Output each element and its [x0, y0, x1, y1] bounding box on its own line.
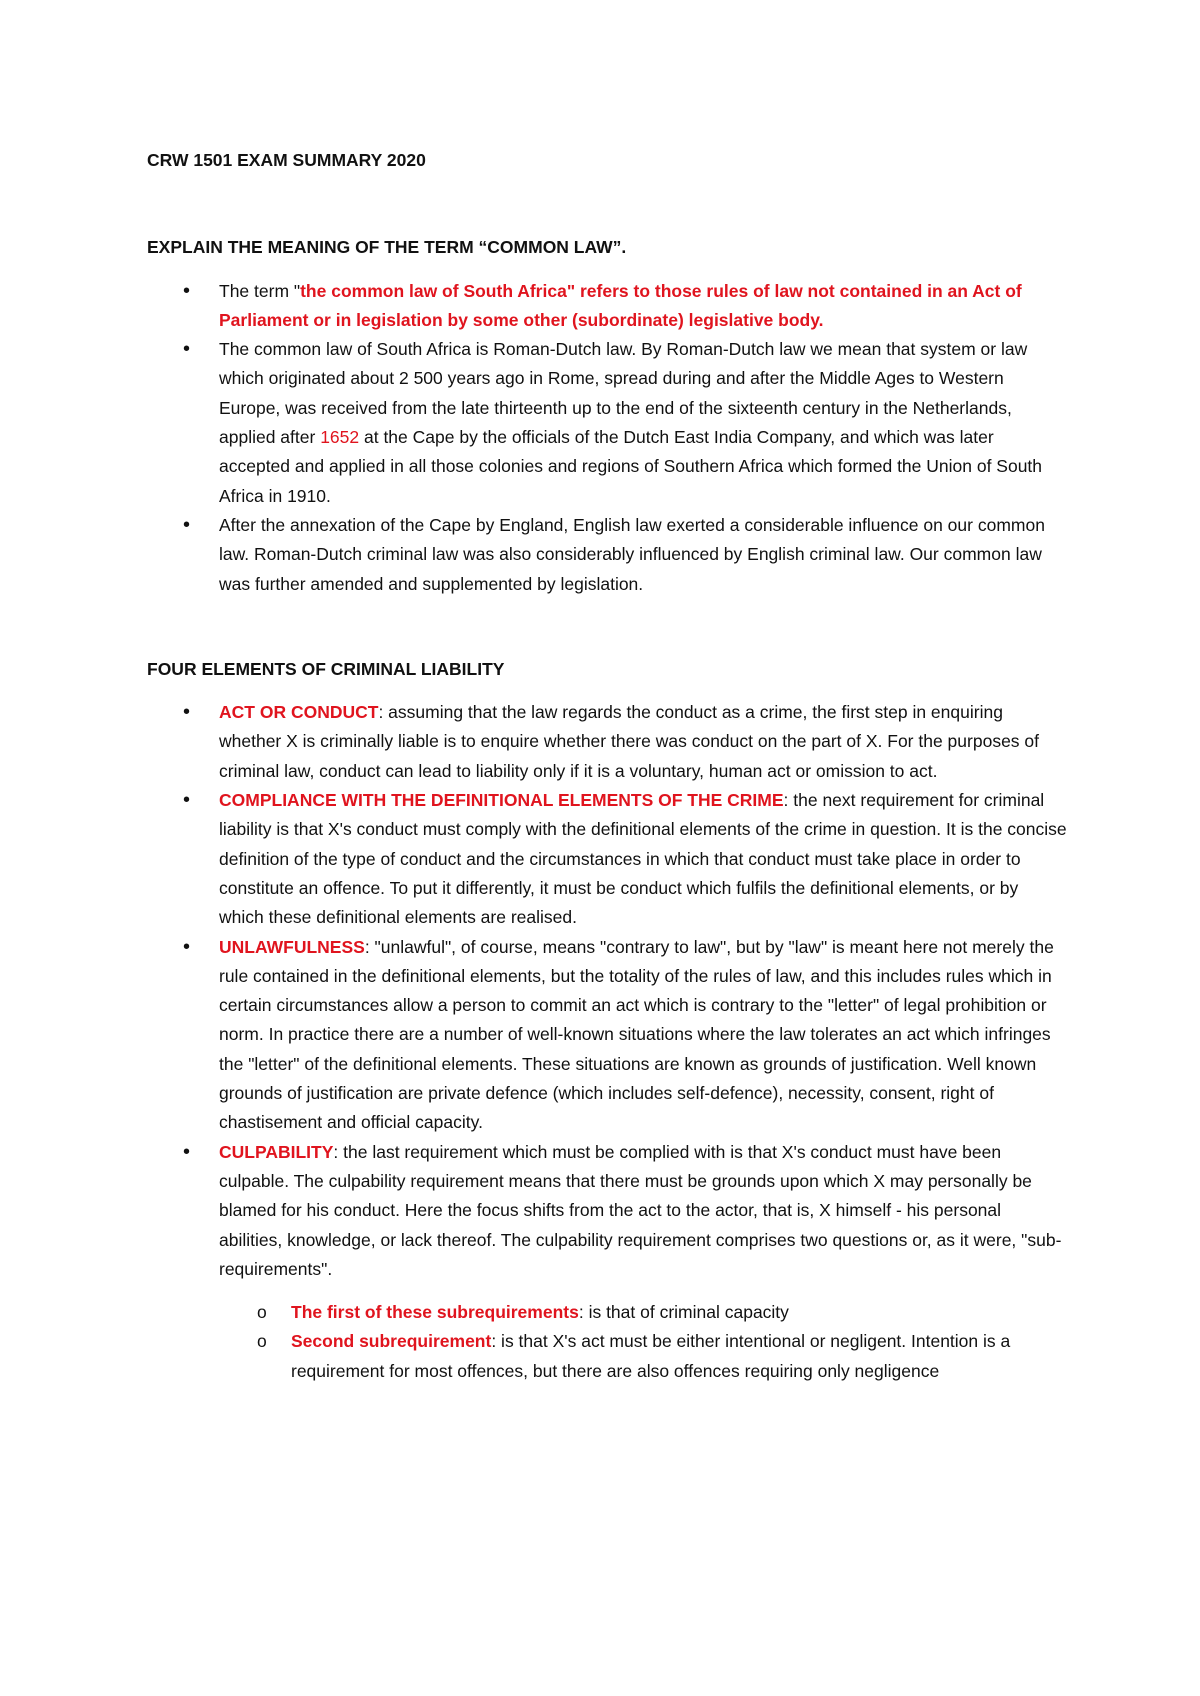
section-heading-elements: FOUR ELEMENTS OF CRIMINAL LIABILITY	[147, 658, 505, 679]
document-title: CRW 1501 EXAM SUMMARY 2020	[147, 150, 426, 170]
highlight-year: 1652	[320, 427, 360, 448]
bullet-text: The common law of South Africa is Roman-Dutch law. By Roman-Dutch law we mean that system or law which originated about 2 500 years ago in Rome, spread during and after the Middle Ages to Western Europe, was received from the late thirteenth up to the end of the sixteenth century in the Netherlands, applied after	[219, 339, 1028, 448]
element-text: : the last requirement which must be complied with is that X's conduct must have been culpable. The culpability requirement means that there must be grounds upon which X may personally be blamed for his conduct. Here the focus shifts from the act to the actor, that is, X himself - his personal abilities, knowledge, or lack thereof. The culpability requirement comprises two questions or, as it were, "sub-requirements".	[219, 1141, 1062, 1279]
sub-list-item	[147, 1298, 1067, 1327]
element-term: COMPLIANCE WITH THE DEFINITIONAL ELEMENTS OF THE CRIME	[219, 790, 784, 811]
list-item	[147, 277, 1067, 336]
subrequirements-list	[147, 1298, 1067, 1386]
list-item	[147, 933, 1067, 1138]
list-item	[147, 1138, 1067, 1284]
list-item	[147, 335, 1067, 511]
common-law-list	[147, 277, 1067, 599]
subrequirement-text: : is that X's act must be either intentional or negligent. Intention is a requirement for most offences, but there are also offences requiring only negligence	[291, 1331, 1011, 1381]
subrequirement-text: : is that of criminal capacity	[578, 1302, 789, 1323]
element-term: ACT OR CONDUCT	[219, 702, 379, 723]
bullet-text: The term "	[219, 280, 301, 301]
subrequirement-term: Second subrequirement	[291, 1331, 492, 1352]
element-text: : "unlawful", of course, means "contrary to law", but by "law" is meant here not merely the rule contained in the definitional elements, but the totality of the rules of law, and this includes rules which in certain circumstances allow a person to commit an act which is contrary to the "letter" of legal prohibition or norm. In practice there are a number of well-known situations where the law tolerates an act which infringes the "letter" of the definitional elements. These situations are known as grounds of justification. Well known grounds of justification are private defence (which includes self-defence), necessity, consent, right of chastisement and official capacity.	[219, 936, 1054, 1133]
element-text: : the next requirement for criminal liability is that X's conduct must comply with the definitional elements of the crime in question. It is the concise definition of the type of conduct and the circumstances in which that conduct must take place in order to constitute an offence. To put it differently, it must be conduct which fulfils the definitional elements, or by which these definitional elements are realised.	[219, 790, 1067, 928]
element-term: UNLAWFULNESS	[219, 936, 365, 957]
section-heading-common-law: EXPLAIN THE MEANING OF THE TERM “COMMON LAW”.	[147, 237, 627, 258]
list-item	[147, 786, 1067, 932]
elements-list	[147, 698, 1067, 1284]
highlight-text: the common law of South Africa" refers to those rules of law not contained in an Act of Parliament or in legislation by some other (subordinate) legislative body.	[219, 280, 1022, 330]
document-body	[147, 146, 1067, 1386]
bullet-text: at the Cape by the officials of the Dutch East India Company, and which was later accepted and applied in all those colonies and regions of Southern Africa which formed the Union of South Africa in 1910.	[219, 427, 1043, 506]
bullet-text: After the annexation of the Cape by England, English law exerted a considerable influence on our common law. Roman-Dutch criminal law was also considerably influenced by English criminal law. Our common law was further amended and supplemented by legislation.	[219, 514, 1045, 594]
list-item	[147, 698, 1067, 786]
sub-list-item	[147, 1327, 1067, 1386]
subrequirement-term: The first of these subrequirements	[291, 1302, 579, 1323]
element-text: : assuming that the law regards the conduct as a crime, the first step in enquiring whether X is criminally liable is to enquire whether there was conduct on the part of X. For the purposes of criminal law, conduct can lead to liability only if it is a voluntary, human act or omission to act.	[219, 702, 1040, 781]
list-item	[147, 511, 1067, 599]
element-term: CULPABILITY	[219, 1141, 334, 1162]
